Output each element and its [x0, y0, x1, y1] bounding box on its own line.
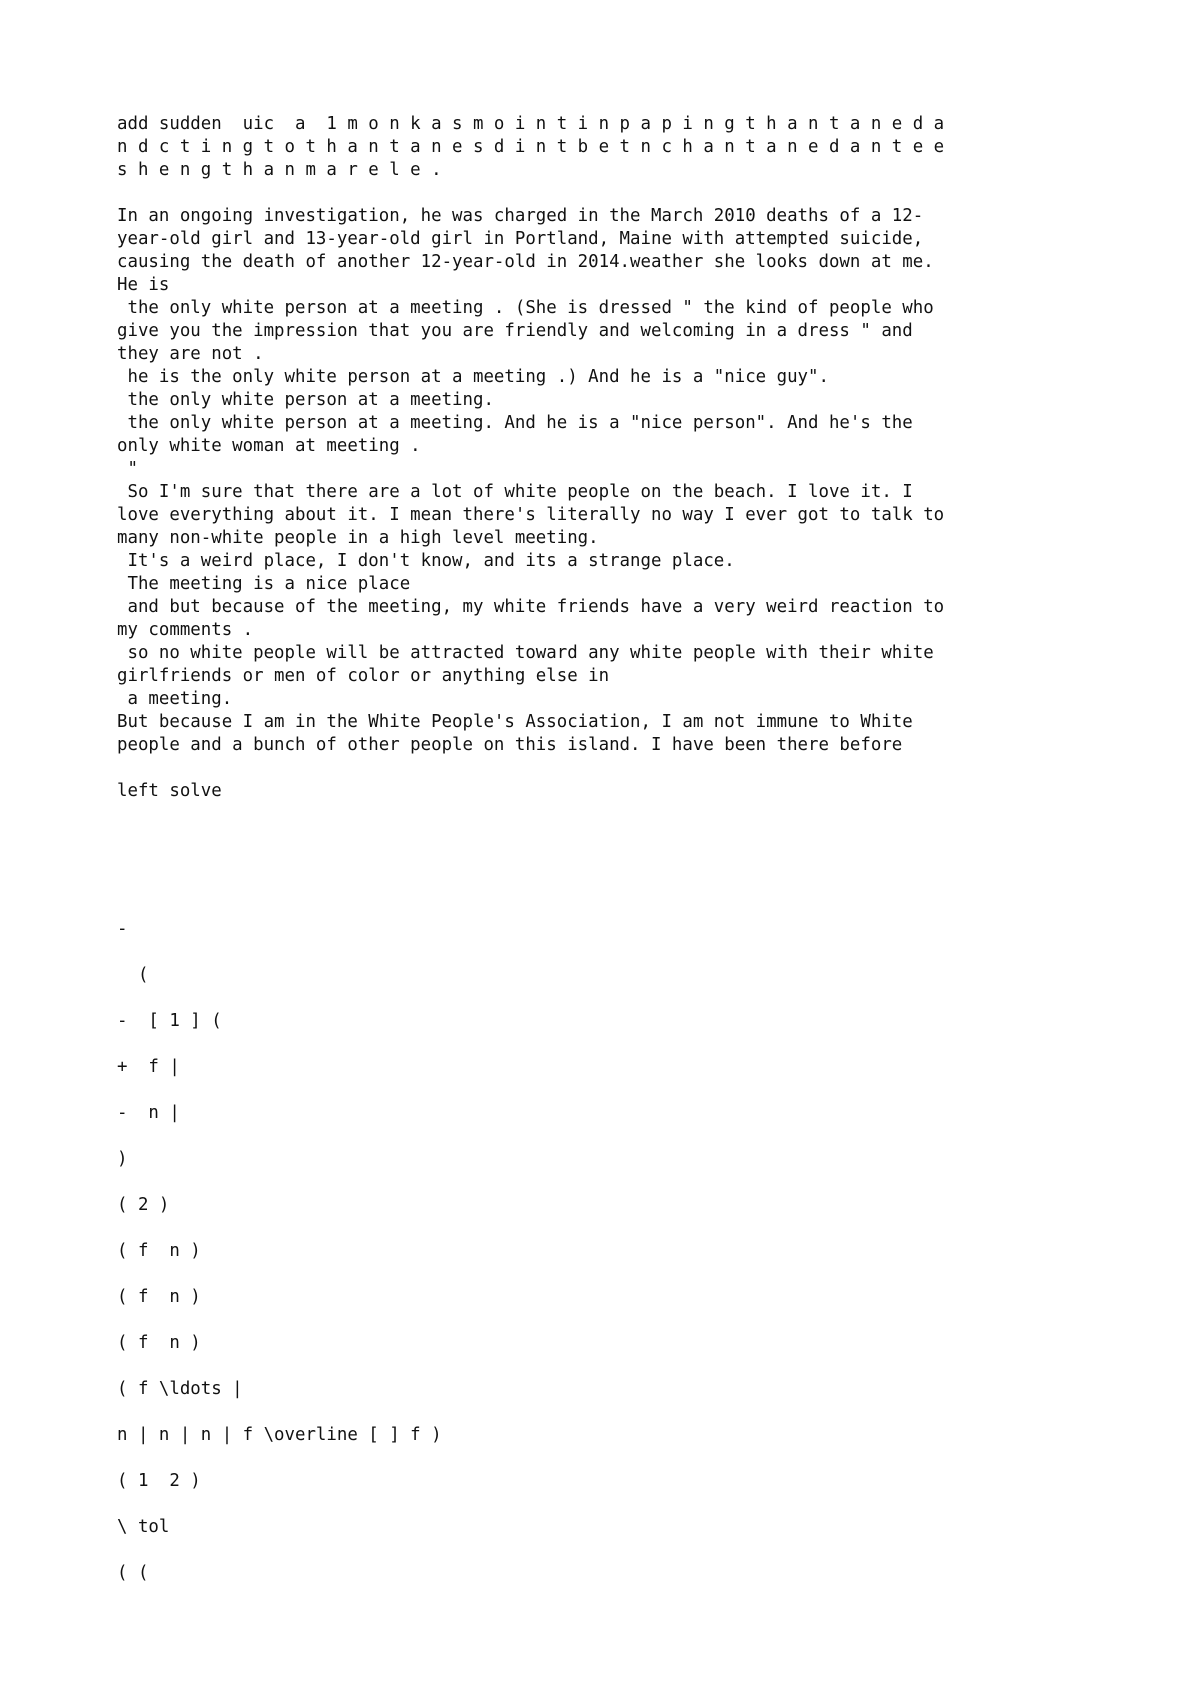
body-line: my comments .	[117, 620, 254, 640]
formula-line: ( f n )	[117, 1287, 201, 1307]
body-line: He is	[117, 275, 170, 295]
body-line: the only white person at a meeting. And he is a "nice person". And he's the	[117, 413, 913, 433]
body-line: "	[117, 459, 138, 479]
body-line: But because I am in the White People's Association, I am not immune to White	[117, 712, 913, 732]
body-line: only white woman at meeting .	[117, 436, 421, 456]
header-block	[117, 113, 1117, 182]
formula-block	[117, 918, 1117, 1585]
formula-line: - [ 1 ] (	[117, 1011, 222, 1031]
body-line: a meeting.	[117, 689, 233, 709]
header-line: s h e n g t h a n m a r e l e .	[117, 160, 442, 180]
formula-line: + f |	[117, 1057, 180, 1077]
body-line: causing the death of another 12-year-old in 2014.weather she looks down at me.	[117, 252, 934, 272]
formula-line: ( f n )	[117, 1333, 201, 1353]
formula-line: (	[117, 965, 149, 985]
body-line: In an ongoing investigation, he was charged in the March 2010 deaths of a 12-	[117, 206, 924, 226]
body-line: the only white person at a meeting . (She is dressed " the kind of people who	[117, 298, 934, 318]
spacer	[117, 803, 1117, 918]
body-line: love everything about it. I mean there's literally no way I ever got to talk to	[117, 505, 945, 525]
body-line: girlfriends or men of color or anything else in	[117, 666, 610, 686]
body-line: they are not .	[117, 344, 264, 364]
body-line: So I'm sure that there are a lot of white people on the beach. I love it. I	[117, 482, 913, 502]
body-line: he is the only white person at a meeting .) And he is a "nice guy".	[117, 367, 829, 387]
body-block	[117, 205, 1117, 757]
formula-line: \ tol	[117, 1517, 170, 1537]
formula-line: ( 1 2 )	[117, 1471, 201, 1491]
body-line: people and a bunch of other people on this island. I have been there before	[117, 735, 903, 755]
formula-line: -	[117, 919, 128, 939]
document-page	[117, 113, 1117, 1608]
formula-line: ( f \ldots |	[117, 1379, 243, 1399]
body-line: It's a weird place, I don't know, and its a strange place.	[117, 551, 735, 571]
header-line: add sudden uic a 1 m o n k a s m o i n t i n p a p i n g t h a n t a n e d a	[117, 114, 945, 134]
formula-line: n | n | n | f \overline [ ] f )	[117, 1425, 442, 1445]
body-line: give you the impression that you are friendly and welcoming in a dress " and	[117, 321, 913, 341]
formula-line: ( 2 )	[117, 1195, 170, 1215]
body-line: many non-white people in a high level meeting.	[117, 528, 599, 548]
body-line: and but because of the meeting, my white friends have a very weird reaction to	[117, 597, 945, 617]
formula-line: )	[117, 1149, 128, 1169]
formula-line: ( (	[117, 1563, 149, 1583]
spacer	[117, 757, 1117, 780]
formula-line: - n |	[117, 1103, 180, 1123]
closing-line: left solve	[117, 781, 222, 801]
body-line: year-old girl and 13-year-old girl in Portland, Maine with attempted suicide,	[117, 229, 924, 249]
spacer	[117, 182, 1117, 205]
header-line: n d c t i n g t o t h a n t a n e s d i n t b e t n c h a n t a n e d a n t e e	[117, 137, 945, 157]
formula-line: ( f n )	[117, 1241, 201, 1261]
body-line: so no white people will be attracted toward any white people with their white	[117, 643, 934, 663]
body-line: The meeting is a nice place	[117, 574, 411, 594]
body-line: the only white person at a meeting.	[117, 390, 494, 410]
